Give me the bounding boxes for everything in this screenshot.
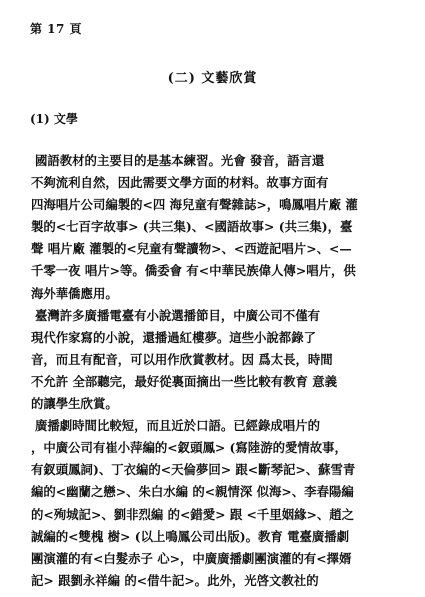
paragraph-line: 的<殉城記>、劉非烈編 的<錯愛> 跟 <千里姻緣>、趙之 <box>31 506 355 522</box>
paragraph-line: 聲 唱片廠 灌製的<兒童有聲讀物>、<西遊記唱片>、<— <box>31 241 352 257</box>
paragraph-line: 國語教材的主要目的是基本練習。光會 發音，語言還 <box>35 153 325 168</box>
paragraph-line: 團演灌的有<白髮赤子 心>，中廣廣播劇團演灌的有<擇婿 <box>31 550 352 566</box>
paragraph-line: 記> 跟劉永祥編 的<借牛記>。此外，光啓文教社的 <box>31 572 319 588</box>
paragraph-line: ，中廣公司有崔小萍編的<釵頭鳳> (寫陸游的愛情故事， <box>31 440 347 456</box>
paragraph-line: 音，而且有配音，可以用作欣賞教材。因 爲太長，時間 <box>31 351 333 367</box>
paragraph-line: 不允許 全部聽完，最好從裏面摘出一些比較有教育 意義 <box>31 373 338 389</box>
paragraph-line: 千零一夜 唱片>等。僑委會 有<中華民族偉人傳>唱片，供 <box>31 263 356 279</box>
paragraph-line: 誠編的<雙槐 樹> (以上鳴鳳公司出版)。教育 電臺廣播劇 <box>31 528 350 544</box>
paragraph-line: 四海唱片公司編製的<四 海兒童有聲雜誌>，鳴鳳唱片廠 灌 <box>31 197 358 213</box>
paragraph-line: 不夠流利自然，因此需要文學方面的材料。故事方面有 <box>31 175 329 191</box>
paragraph-line: 的讓學生欣賞。 <box>31 396 118 412</box>
paragraph-line: 廣播劇時間比較短，而且近於口語。已經錄成唱片的 <box>35 418 320 434</box>
paragraph-line: 現代作家寫的小說，還播過紅樓夢。這些小說都錄了 <box>31 329 316 345</box>
paragraph-line: 編的<幽蘭之戀>、朱白水編 的<親情深 似海>、李春陽編 <box>31 484 354 500</box>
section-title: (二) 文藝欣賞 <box>167 71 258 86</box>
paragraph-line: 海外華僑應用。 <box>31 285 118 301</box>
paragraph-line: 製的<七百字故事> (共三集)、<國語故事> (共三集)，臺 <box>31 219 353 235</box>
paragraph-line: 有釵頭鳳詞)、丁衣編的<天倫夢回> 跟<斷琴記>、蘇雪青 <box>31 462 356 478</box>
page-number: 第 17 頁 <box>30 22 83 36</box>
subsection-title: (1) 文學 <box>30 112 78 126</box>
body-text <box>31 150 407 592</box>
paragraph-line: 臺灣許多廣播電臺有小說選播節目，中廣公司不僅有 <box>35 307 320 323</box>
